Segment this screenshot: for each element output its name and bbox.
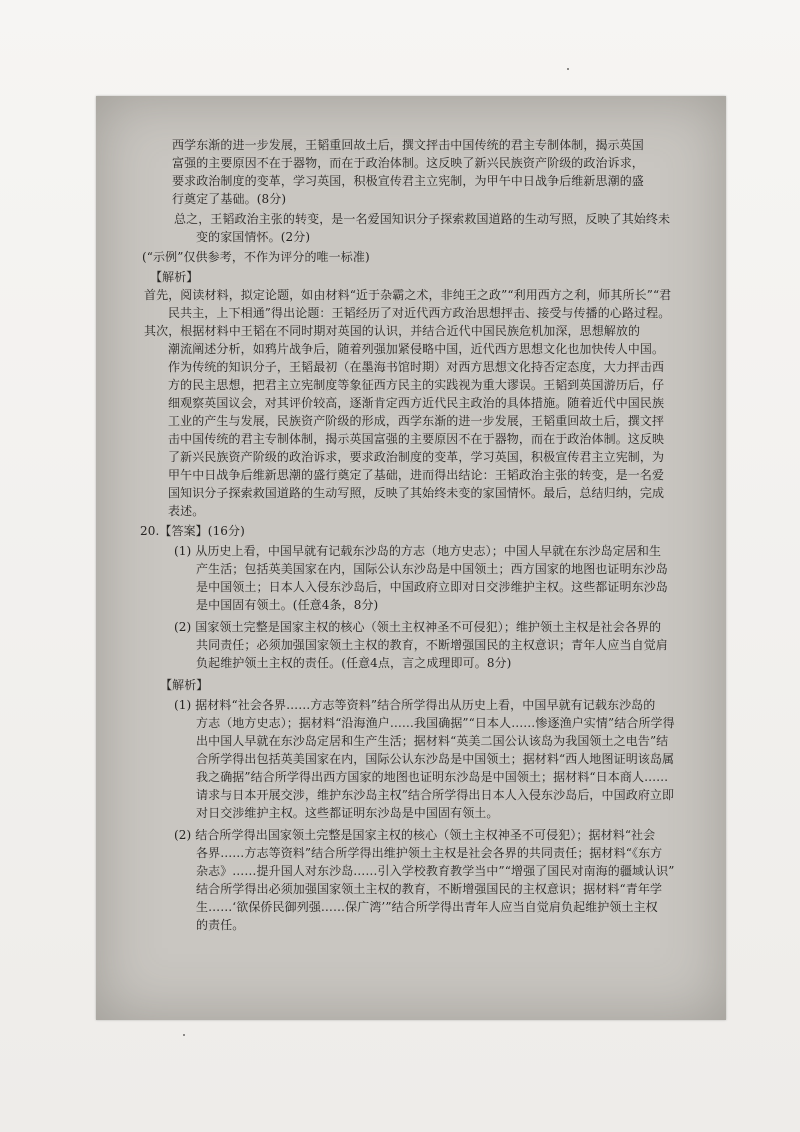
text-line: 对日交涉维护主权。这些都证明东沙岛是中国固有领土。 — [196, 806, 499, 820]
text-line: 富强的主要原因不在于器物，而在于政治体制。这反映了新兴民族资产阶级的政治诉求， — [172, 156, 644, 170]
text-line: 甲午中日战争后维新思潮的盛行奠定了基础，进而得出结论：王韬政治主张的转变，是一名爱 — [168, 468, 665, 482]
text-line: 产生活；包括英美国家在内，国际公认东沙岛是中国领土；西方国家的地图也证明东沙岛 — [196, 562, 668, 576]
q20-analysis-1 — [174, 696, 710, 822]
text-line: 杂志》……提升国人对东沙岛……引入学校教育教学当中”“增强了国民对南海的疆域认识” — [196, 864, 675, 878]
text-line: 方的民主思想，把君主立宪制度等象征西方民主的实践视为重大谬误。王韬到英国游历后，仔 — [168, 378, 665, 392]
text-line: 生……‘欲保侨民御列强……保广湾’”结合所学得出青年人应当自觉肩负起维护领土主权 — [196, 900, 658, 914]
text-line: 总之，王韬政治主张的转变，是一名爱国知识分子探索救国道路的生动写照，反映了其始终未 — [174, 212, 671, 226]
dust-speck — [567, 68, 569, 70]
q20-heading: 20.【答案】(16分) — [140, 524, 245, 538]
text-line: (1) 从历史上看，中国早就有记载东沙岛的方志（地方史志）；中国人早就在东沙岛定居和生 — [174, 544, 662, 558]
text-line: 行奠定了基础。(8分) — [172, 192, 287, 206]
text-line: 的责任。 — [196, 918, 245, 932]
text-line: 是中国领土；日本人入侵东沙岛后，中国政府立即对日交涉维护主权。这些都证明东沙岛 — [196, 580, 668, 594]
text-line: 国知识分子探索救国道路的生动写照，反映了其始终未变的家国情怀。最后，总结归纳，完成 — [168, 486, 665, 500]
text-line: 结合所学得出必须加强国家领土主权的教育，不断增强国民的主权意识；据材料“青年学 — [196, 882, 663, 896]
text-line: (2) 结合所学得出国家领土完整是国家主权的核心（领土主权神圣不可侵犯）；据材料“社会 — [174, 828, 656, 842]
q20-analysis-label: 【解析】 — [160, 678, 209, 692]
text-line: 各界……方志等资料”结合所学得出维护领土主权是社会各界的共同责任；据材料“《东方 — [196, 846, 663, 860]
para-summary — [174, 210, 710, 246]
analysis-19 — [144, 286, 710, 520]
text-line: 潮流阐述分析，如鸦片战争后，随着列强加紧侵略中国，近代西方思想文化也加快传人中国。 — [168, 342, 665, 356]
text-line: 出中国人早就在东沙岛定居和生产生活；据材料“英美二国公认该岛为我国领土之电告”结 — [196, 734, 669, 748]
text-line: 细观察英国议会，对其评价较高，逐渐肯定西方近代民主政治的具体措施。随着近代中国民族 — [168, 396, 665, 410]
page-content — [140, 136, 710, 934]
q20-analysis-2 — [174, 826, 710, 934]
text-line: 首先，阅读材料，拟定论题，如由材料“近于杂霸之术，非纯王之政”“利用西方之利，师其所长”“君 — [144, 288, 672, 302]
text-line: 击中国传统的君主专制体制，揭示英国富强的主要原因不在于器物，而在于政治体制。这反映 — [168, 432, 665, 446]
text-line: 工业的产生与发展，民族资产阶级的形成，西学东渐的进一步发展，王韬重回故土后，撰文抨 — [168, 414, 665, 428]
analysis-label: 【解析】 — [150, 270, 199, 284]
q20-answer-2 — [174, 618, 710, 672]
text-line: 西学东渐的进一步发展，王韬重回故土后，撰文抨击中国传统的君主专制体制，揭示英国 — [172, 138, 644, 152]
text-line: 表述。 — [168, 504, 205, 518]
scoring-note: (“示例”仅供参考，不作为评分的唯一标准) — [142, 250, 370, 264]
exam-answer-page — [96, 96, 726, 1020]
text-line: 民共主，上下相通”得出论题：王韬经历了对近代西方政治思想抨击、接受与传播的心路过程。 — [168, 306, 671, 320]
text-line: 请求与日本开展交涉，维护东沙岛主权”结合所学得出日本人入侵东沙岛后，中国政府立即 — [196, 788, 675, 802]
text-line: 是中国固有领土。(任意4条，8分) — [196, 598, 379, 612]
text-line: 负起维护领土主权的责任。(任意4点，言之成理即可。8分) — [196, 656, 512, 670]
text-line: 其次，根据材料中王韬在不同时期对英国的认识，并结合近代中国民族危机加深，思想解放的 — [144, 324, 641, 338]
text-line: 作为传统的知识分子，王韬最初（在墨海书馆时期）对西方思想文化持否定态度，大力抨击西 — [168, 360, 665, 374]
text-line: 我之确据”结合所学得出西方国家的地图也证明东沙岛是中国领土；据材料“日本商人…… — [196, 770, 669, 784]
para-top — [172, 136, 710, 208]
text-line: (1) 据材料“社会各界……方志等资料”结合所学得出从历史上看，中国早就有记载东沙岛的 — [174, 698, 656, 712]
text-line: 了新兴民族资产阶级的政治诉求，要求政治制度的变革，学习英国，积极宣传君主立宪制，为 — [168, 450, 665, 464]
text-line: 方志（地方史志）；据材料“沿海渔户……我国确据”“日本人……惨逐渔户实情”结合所学得 — [196, 716, 675, 730]
text-line: 共同责任；必须加强国家领土主权的教育，不断增强国民的主权意识；青年人应当自觉肩 — [196, 638, 668, 652]
dust-speck — [183, 1034, 185, 1036]
text-line: 变的家国情怀。(2分) — [196, 230, 311, 244]
text-line: 要求政治制度的变革，学习英国，积极宣传君主立宪制，为甲午中日战争后维新思潮的盛 — [172, 174, 644, 188]
q20-answer-1 — [174, 542, 710, 614]
text-line: 合所学得出包括英美国家在内，国际公认东沙岛是中国领土；据材料“西人地图证明该岛属 — [196, 752, 675, 766]
text-line: (2) 国家领土完整是国家主权的核心（领土主权神圣不可侵犯）；维护领土主权是社会各界的 — [174, 620, 662, 634]
